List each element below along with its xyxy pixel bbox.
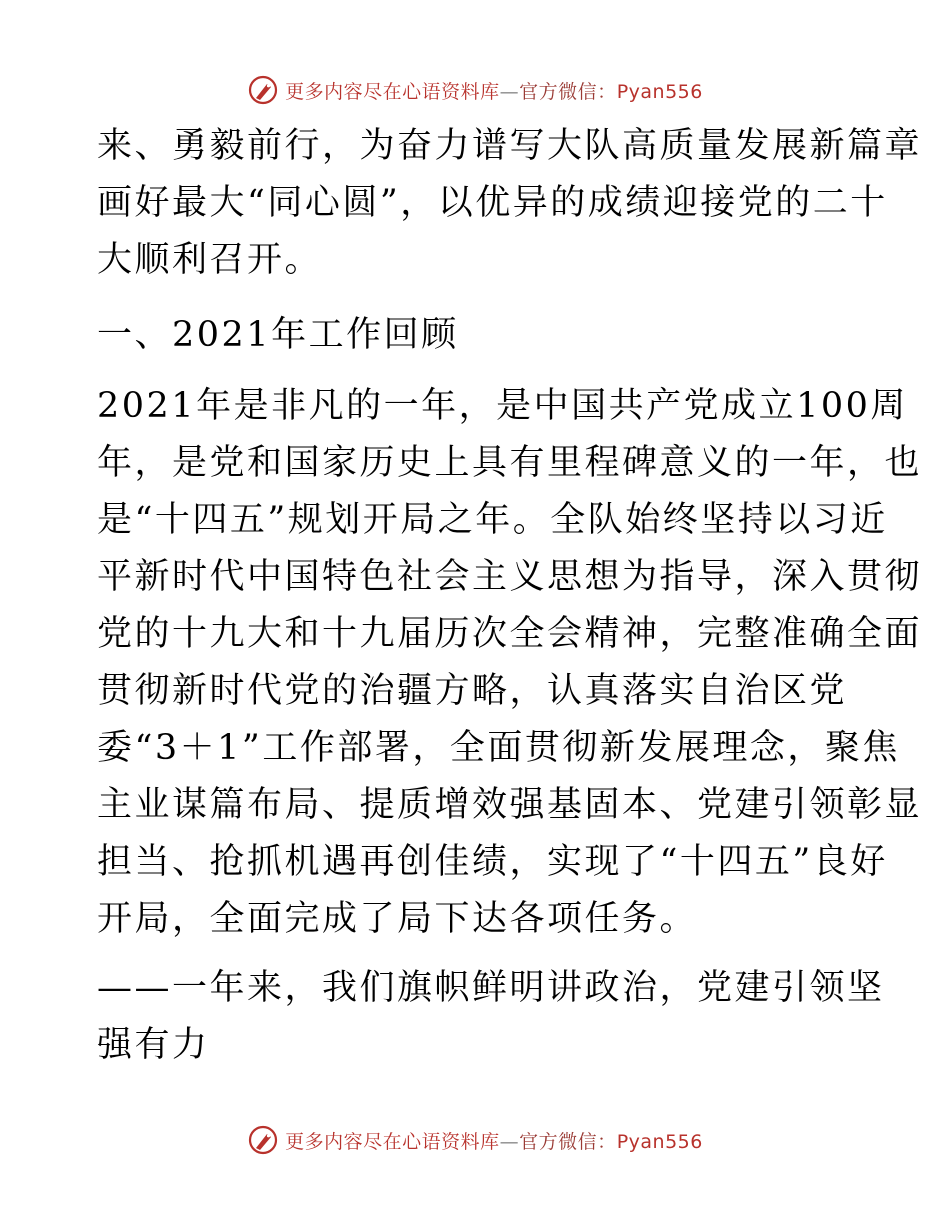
text-line: 画好最大“同心圆”，以优异的成绩迎接党的二十 — [97, 183, 888, 223]
paragraph-review — [97, 378, 923, 948]
watermark-wechat-id: Pyan556 — [616, 80, 703, 103]
watermark-text — [285, 1127, 703, 1154]
text-line: 党的十九大和十九届历次全会精神，完整准确全面 — [97, 614, 923, 654]
text-line: 主业谋篇布局、提质增效强基固本、党建引领彰显 — [97, 785, 923, 825]
text-line: 强有力 — [97, 1025, 210, 1065]
watermark-separator: — — [499, 80, 520, 103]
text-line: 平新时代中国特色社会主义思想为指导，深入贯彻 — [97, 557, 923, 597]
pen-nib-logo-icon — [247, 1124, 279, 1156]
paragraph-intro — [97, 118, 923, 289]
header-watermark — [0, 70, 950, 110]
text-line: 是“十四五”规划开局之年。全队始终坚持以习近 — [97, 500, 888, 540]
text-line: 2021年是非凡的一年，是中国共产党成立100周 — [97, 386, 908, 426]
text-line: 贯彻新时代党的治疆方略，认真落实自治区党 — [97, 671, 848, 711]
pen-nib-logo-icon — [247, 74, 279, 106]
paragraph-politics — [97, 960, 885, 1074]
text-line: ——一年来，我们旗帜鲜明讲政治，党建引领坚 — [97, 968, 885, 1008]
document-body — [97, 118, 923, 1074]
watermark-site-text: 更多内容尽在心语资料库 — [285, 80, 500, 103]
watermark-separator: — — [499, 1130, 520, 1153]
section-heading: 一、2021年工作回顾 — [97, 315, 459, 355]
text-line: 大顺利召开。 — [97, 240, 323, 280]
text-line: 年，是党和国家历史上具有里程碑意义的一年，也 — [97, 443, 923, 483]
text-line: 开局，全面完成了局下达各项任务。 — [97, 899, 698, 939]
footer-watermark — [0, 1120, 950, 1160]
watermark-wechat-id: Pyan556 — [616, 1130, 703, 1153]
text-line: 担当、抢抓机遇再创佳绩，实现了“十四五”良好 — [97, 842, 888, 882]
watermark-wechat-label: 官方微信： — [519, 1130, 617, 1153]
watermark-wechat-label: 官方微信： — [519, 80, 617, 103]
text-line: 来、勇毅前行，为奋力谱写大队高质量发展新篇章 — [97, 126, 923, 166]
watermark-text — [285, 77, 703, 104]
watermark-site-text: 更多内容尽在心语资料库 — [285, 1130, 500, 1153]
text-line: 委“3＋1”工作部署，全面贯彻新发展理念，聚焦 — [97, 728, 900, 768]
